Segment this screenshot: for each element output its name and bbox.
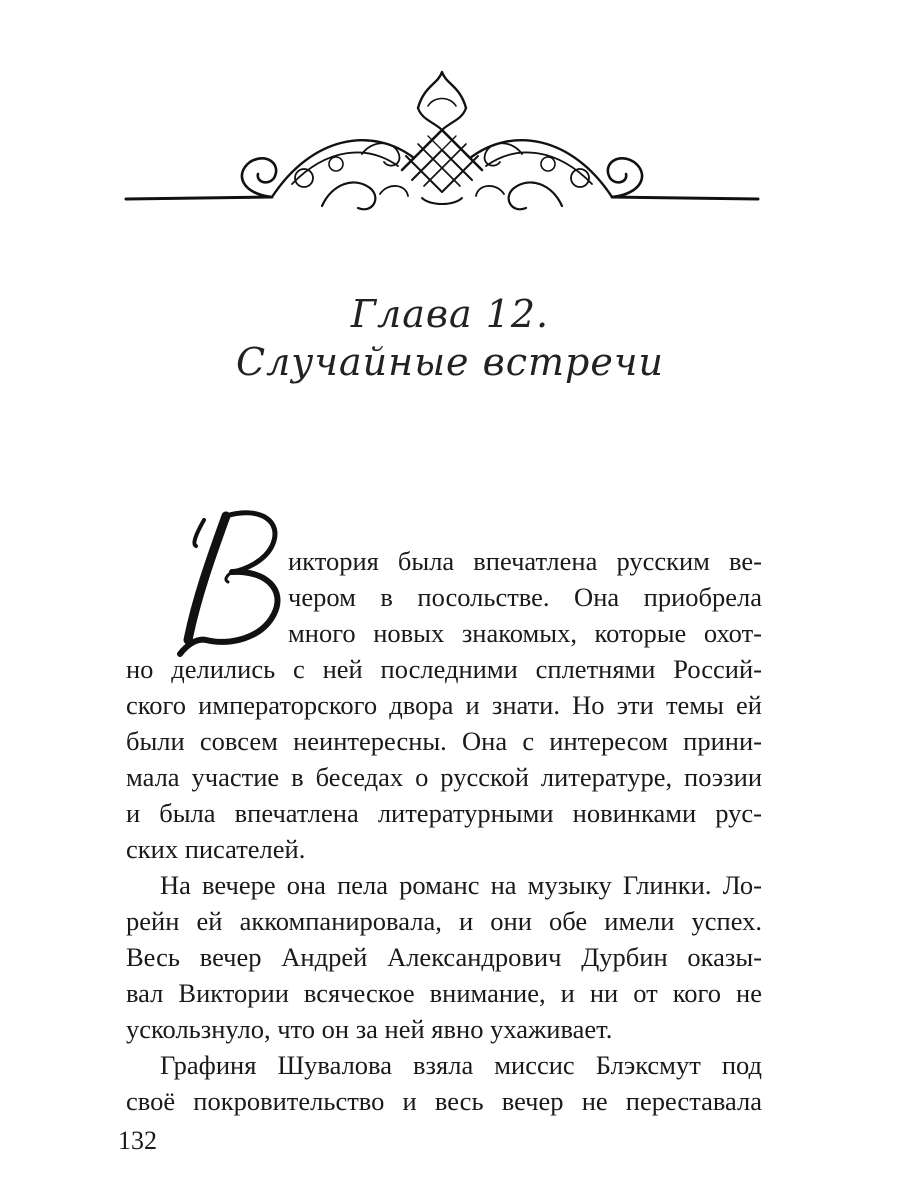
body-line-1: иктория была впечатлена русским ве- — [288, 546, 762, 576]
body-line-10: На вечере она пела романс на музыку Глинки. Ло- — [160, 870, 762, 900]
body-line-3: много новых знакомых, которые охот- — [288, 618, 762, 648]
body-line-11: рейн ей аккомпанировала, и они обе имели успех. — [126, 906, 762, 936]
body-line-12: Весь вечер Андрей Александрович Дурбин оказы- — [126, 942, 762, 972]
body-line-6: были совсем неинтересны. Она с интересом прини- — [126, 726, 762, 756]
chapter-title: Случайные встречи — [236, 340, 664, 384]
body-line-2: чером в посольстве. Она приобрела — [288, 582, 762, 612]
calligraphic-flourish-divider-icon — [122, 66, 762, 218]
body-line-14: ускользнуло, что он за ней явно ухаживает. — [126, 1014, 613, 1044]
body-line-7: мала участие в беседах о русской литературе, поэзии — [126, 762, 762, 792]
body-line-15: Графиня Шувалова взяла миссис Блэксмут под — [160, 1050, 762, 1080]
body-line-8: и была впечатлена литературными новинками рус- — [126, 798, 762, 828]
body-line-9: ских писателей. — [126, 834, 306, 864]
chapter-number: Глава 12. — [350, 292, 550, 336]
body-line-16: своё покровительство и весь вечер не переставала — [126, 1086, 762, 1116]
page-number: 132 — [118, 1126, 157, 1155]
body-line-13: вал Виктории всяческое внимание, и ни от кого не — [126, 978, 762, 1008]
dropcap-letter-icon — [166, 500, 296, 660]
body-line-4: но делились с ней последними сплетнями Россий- — [126, 654, 762, 684]
body-line-5: ского императорского двора и знати. Но эти темы ей — [126, 690, 762, 720]
